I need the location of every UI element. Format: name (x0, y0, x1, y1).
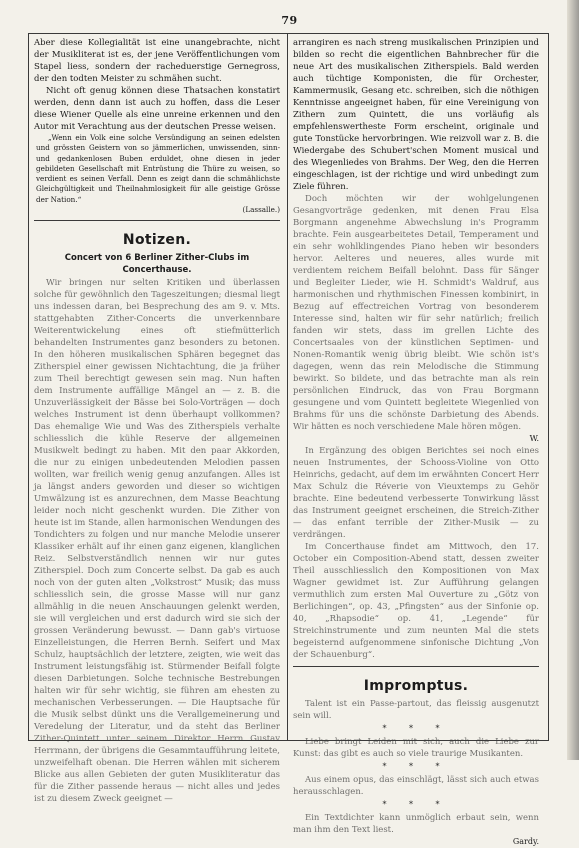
left-column (34, 37, 280, 805)
quote-attribution: (Lassalle.) (242, 205, 280, 215)
right-paragraph-4: Im Concerthause findet am Mittwoch, den 17. October ein Composition-Abend statt, dessen zweiter Theil ausschliesslich den Kompositionen von Max Wagner gewidmet ist. Zur Aufführung gelangen vermuthlich zum ersten Mal Ouverture zu „Götz von Berlichingen“, op. 43, „Pfingsten“ aus der Sinfonie op. 40, „Rhapsodie“ op. 41, „Legende“ für Streichinstrumente und zum neunten Mal die stets begeisternd aufgenommene sinfonische Dichtung „Von der Schauenburg“. (293, 542, 539, 660)
impromptu-3: Aus einem opus, das einschlägt, lässt sich auch etwas herausschlagen. (293, 775, 539, 797)
impromptu-4: Ein Textdichter kann unmöglich erbaut sein, wenn man ihm den Text liest. (293, 813, 539, 835)
left-paragraph-2: Nicht oft genug können diese Thatsachen konstatirt werden, denn dann ist auch zu hoffen, dass die Leser diese Wiener Quelle als eine unreine erkennen und den Autor mit Verachtung aus der deutschen Presse weisen. (34, 86, 280, 132)
column-divider (287, 33, 288, 741)
signature-w: W. (529, 434, 539, 443)
notizen-heading: Notizen. (122, 232, 192, 249)
signature-gardy: Gardy. (512, 837, 539, 846)
page-edge-shadow (567, 0, 579, 760)
right-column (293, 37, 539, 848)
section-divider (34, 220, 280, 221)
impromptus-heading: Impromptus. (363, 678, 469, 694)
section-divider-right (293, 666, 539, 667)
stars-divider-3: * * * (382, 800, 450, 809)
left-top-paragraph: Aber diese Kollegialität ist eine unangebrachte, nicht der Musikliterat ist es, der jene Veröffentlichungen vom Stapel liess, sondern der racheduerstige Gernegross, der den todten Meister zu schmähen sucht. (34, 38, 280, 84)
right-top-paragraph: arrangiren es nach streng musikalischen Prinzipien und bilden so recht die eigentlichen Bahnbrecher für die neue Art des musikalischen Zitherspiels. Bald werden auch tüchtige Komponisten, die für Orchester, Kammermusik, Gesang etc. schreiben, sich die nöthigen Kenntnisse angeeignet haben, für eine Vereinigung von Zithern zum Quintett, die uns vorläufig als empfehlenswertheste Form erscheint, originale und gute Tonstücke hervorbringen. Wie reizvoll war z. B. die Wiedergabe des Schubert'schen Moment musical und des Wiegenliedes von Brahms. Der Weg, den die Herren eingeschlagen, ist der richtige und wird unbedingt zum Ziele führen. (293, 38, 539, 192)
impromptu-1: Talent ist ein Passe-partout, das fleissig ausgenutzt sein will. (293, 699, 539, 721)
right-paragraph-3: In Ergänzung des obigen Berichtes sei noch eines neuen Instrumentes, der Schooss-Violine von Otto Heinrichs, gedacht, auf dem im erwähnten Concert Herr Max Schulz die Réverie von Vieuxtemps zu Gehör brachte. Eine bedeutend verbesserte Tonwirkung lässt das Instrument geeignet erscheinen, die Streich-Zither — das enfant terrible der Zither-Musik — zu verdrängen. (293, 446, 539, 540)
impromptu-2: Liebe bringt Leiden mit sich, auch die Liebe zur Kunst: das gibt es auch so viele traurige Musikanten. (293, 737, 539, 759)
stars-divider-2: * * * (382, 762, 450, 771)
right-paragraph-2: Doch möchten wir der wohlgelungenen Gesangvorträge gedenken, mit denen Frau Elsa Borgmann angenehme Abwechslung in's Programm brachte. Fein ausgearbeitetes Detail, Temperament und ein sehr wohlklingendes Piano heben wir besonders hervor. Aelteres und neueres, alles wurde mit verdientem reichem Beifall belohnt. Dass für Sänger und Begleiter Lieder, wie H. Schmidt's Waldruf, aus harmonischen und rhythmischen Finessen kombinirt, in Bezug auf effectreichen Vortrag von besonderem Interesse sind, halten wir für sehr natürlich; freilich fanden wir stets, dass im grellen Lichte des Concertsaales von der künstlichen Septimen- und Nonen-Romantik wenig übrig bleibt. Wie schön ist's dagegen, wenn das rein Melodische die Stimmung bewirkt. So bildete, und das betrachte man als rein persönlichen Eindruck, das von Frau Borgmann gesungene und vom Quintett begleitete Wiegenlied von Brahms für uns die schönste Darbietung des Abends. Wir hätten es noch verschiedene Male hören mögen. (293, 194, 539, 432)
stars-divider-1: * * * (382, 724, 450, 733)
lassalle-quote: „Wenn ein Volk eine solche Versündigung an seinen edelsten und grössten Geistern von so jämmerlichen, unwissenden, sinn- und gedankenlosen Buben erduldet, ohne diesen in jeder gebildeten Gesellschaft mit Entrüstung die Thüre zu weisen, so verdient es seinen Verfall. Denn es zeigt dann die schmählichste Gleichgültigkeit und Theilnahmlosigkeit für alle geistige Grösse der Nation.“ (36, 133, 280, 204)
page-number: 79 (281, 14, 298, 27)
concert-report-paragraph: Wir bringen nur selten Kritiken und überlassen solche für gewöhnlich den Tageszeitungen; diesmal liegt uns indessen daran, bei Besprechung des am 9. v. Mts. stattgehabten Zither-Concerts die unverkennbare Weiterentwickelung eines oft stiefmütterlich behandelten Instrumentes ganz besonders zu betonen. In den höheren musikalischen Sphären begegnet das Zitherspiel einer gewissen Nichtachtung, die ja früher zum Theil berechtigt gewesen sein mag. Nun haften dem Instrumente auffällige Mängel an — z. B. die Unzuverlässigkeit der Bässe bei Solo-Vorträgen — doch welches Instrument ist denn überhaupt vollkommen? Das ehemalige Wie und Was des Zitherspiels verhalte schliesslich die kühle Reserve der allgemeinen Musikwelt bedingt zu haben. Mit den paar Akkorden, die nur zu einigen unbedeutenden Melodien passen wollten, war freilich wenig genug anzufangen. Alles ist ja längst anders geworden und dieser so wichtigen Umwälzung ist es anzurechnen, dem Masse Beachtung leider noch nicht geschenkt wurden. Die Zither von heute ist im Stande, allen harmonischen Wendungen des Tondichters zu folgen und nur manche Melodie unserer Klassiker erhält auf ihr einen ganz eigenen, klanglichen Reiz. Selbstverständlich nennen wir nur gutes Zitherspiel. Doch zum Concerte selbst. Da gab es auch noch von der guten alten „Volkstrost“ Musik; das muss schliesslich sein, die grosse Masse will nur ganz allmählig in die neuen Anschauungen gelenkt werden, sie will vergleichen und erst dadurch wird sie sich der grossen Veränderung bewusst. — Dann gab's virtuose Einzelleistungen, die Herren Bernh. Seifert und Max Schulz, hauptsächlich der letztere, zeigten, wie weit das Instrument leistungsfähig ist. Stürmender Beifall folgte diesen Darbietungen. Solche technische Bestrebungen halten wir für sehr wichtig, sie führen am ehesten zu mechanischen Verbesserungen. — Die Hauptsache für die Musik selbst dünkt uns die Verallgemeinerung und Veredelung der Literatur, und da steht das Berliner Zither-Quintett unter seinem Direktor Herrn Gustav Herrmann, der übrigens die Gesammtaufführung leitete, unzweifelhaft obenan. Die Herren wählen mit sicherem Blicke aus allen Gebieten der guten Musikliteratur das für die Zither passende heraus — nicht alles und jedes ist zu diesem Zweck geeignet — (34, 278, 280, 805)
concert-subheading: Concert von 6 Berliner Zither-Clubs im Concerthause. (64, 253, 250, 276)
